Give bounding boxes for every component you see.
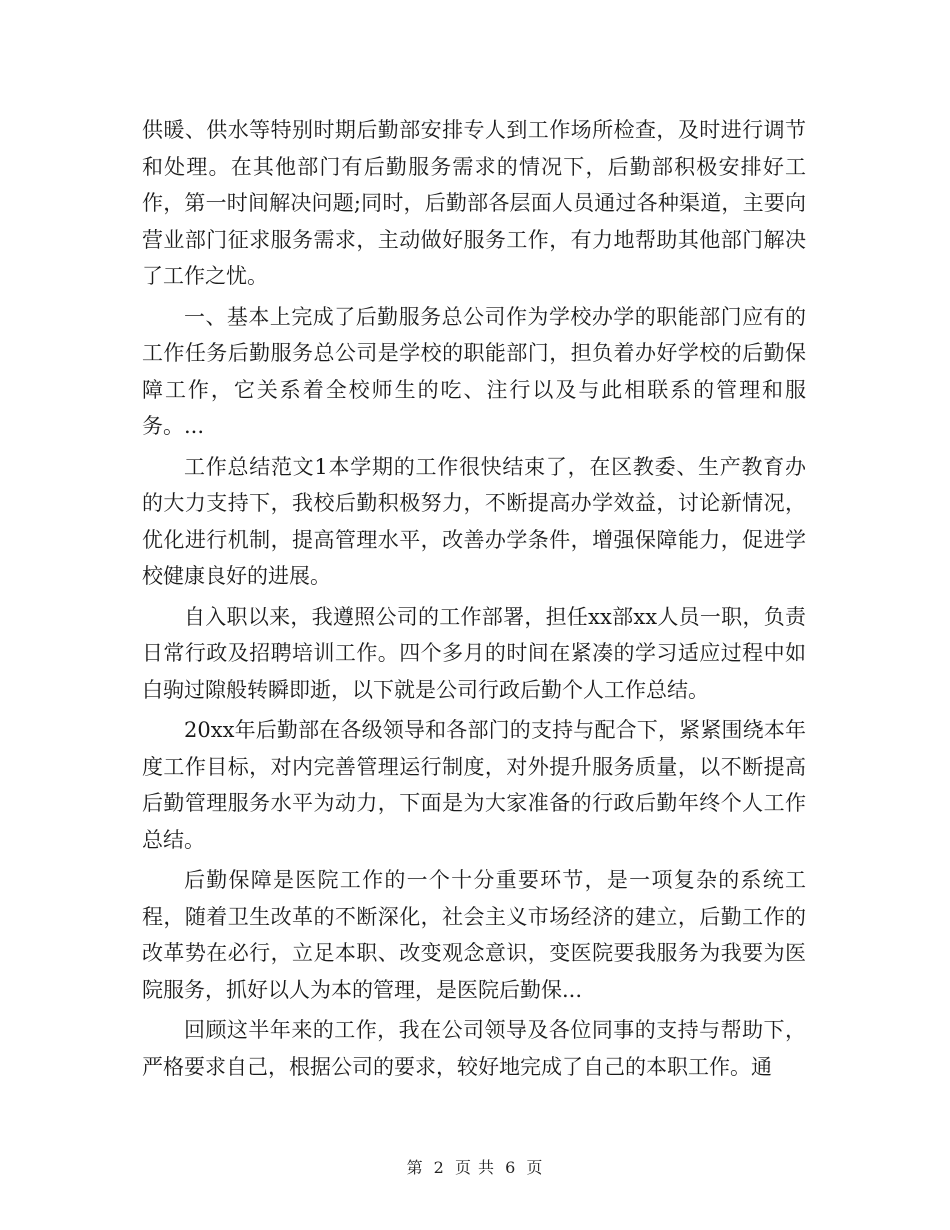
footer-total-pages: 6	[505, 1158, 517, 1177]
footer-suffix: 页	[526, 1158, 544, 1177]
page-footer	[0, 1155, 950, 1178]
paragraph-5: 20xx年后勤部在各级领导和各部门的支持与配合下，紧紧围绕本年度工作目标，对内完善管理运行制度，对外提升服务质量，以不断提高后勤管理服务水平为动力，下面是为大家准备的行政后勤年终个人工作总结。	[142, 718, 806, 852]
paragraph-6: 后勤保障是医院工作的一个十分重要环节，是一项复杂的系统工程，随着卫生改革的不断深化，社会主义市场经济的建立，后勤工作的改革势在必行，立足本职、改变观念意识，变医院要我服务为我要为医院服务，抓好以人为本的管理，是医院后勤保...	[142, 868, 806, 1002]
paragraph-1: 供暖、供水等特别时期后勤部安排专人到工作场所检查，及时进行调节和处理。在其他部门有后勤服务需求的情况下，后勤部积极安排好工作，第一时间解决问题;同时，后勤部各层面人员通过各种渠道，主要向营业部门征求服务需求，主动做好服务工作，有力地帮助其他部门解决了工作之忧。	[142, 118, 806, 288]
paragraph-7: 回顾这半年来的工作，我在公司领导及各位同事的支持与帮助下，严格要求自己，根据公司的要求，较好地完成了自己的本职工作。通	[142, 1018, 806, 1079]
footer-current-page: 2	[433, 1158, 445, 1177]
footer-middle: 页 共	[454, 1158, 496, 1177]
paragraph-2: 一、基本上完成了后勤服务总公司作为学校办学的职能部门应有的工作任务后勤服务总公司是学校的职能部门，担负着办好学校的后勤保障工作，它关系着全校师生的吃、注行以及与此相联系的管理和服务。...	[142, 304, 806, 438]
footer-prefix: 第	[406, 1158, 424, 1177]
paragraph-4: 自入职以来，我遵照公司的工作部署，担任xx部xx人员一职，负责日常行政及招聘培训工作。四个多月的时间在紧凑的学习适应过程中如白驹过隙般转瞬即逝，以下就是公司行政后勤个人工作总结。	[142, 604, 806, 702]
paragraph-3: 工作总结范文1本学期的工作很快结束了，在区教委、生产教育办的大力支持下，我校后勤积极努力，不断提高办学效益，讨论新情况，优化进行机制，提高管理水平，改善办学条件，增强保障能力，促进学校健康良好的进展。	[142, 454, 806, 588]
document-body	[142, 112, 806, 1089]
